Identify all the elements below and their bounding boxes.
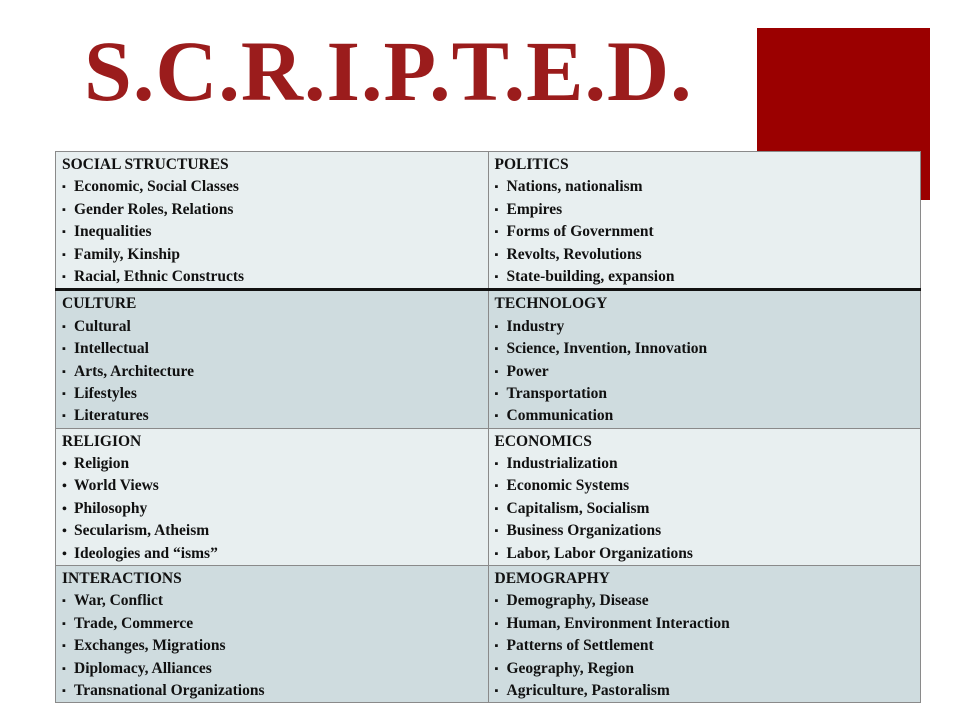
list-item: • World Views: [62, 475, 482, 497]
square-bullet-icon: ▪: [494, 270, 499, 283]
square-bullet-icon: ▪: [62, 365, 66, 378]
cell-heading: SOCIAL STRUCTURES: [62, 156, 229, 173]
cell-list: [495, 590, 915, 702]
cell-list: [495, 316, 915, 428]
square-bullet-icon: ▪: [62, 617, 66, 630]
scripted-table: [55, 151, 921, 703]
square-bullet-icon: ▪: [494, 320, 499, 333]
cell-heading: ECONOMICS: [494, 432, 592, 450]
list-item: ▪ Empires: [495, 199, 915, 221]
cell-list: [62, 590, 482, 702]
square-bullet-icon: ▪: [494, 525, 499, 538]
list-item: ▪ Arts, Architecture: [62, 361, 482, 383]
square-bullet-icon: ▪: [494, 595, 499, 608]
list-item: • Philosophy: [62, 498, 482, 520]
square-bullet-icon: ▪: [494, 181, 499, 194]
list-item: ▪ Industry: [495, 316, 915, 338]
square-bullet-icon: ▪: [494, 203, 499, 216]
square-bullet-icon: ▪: [62, 595, 66, 608]
square-bullet-icon: ▪: [62, 684, 66, 697]
list-item: ▪ Demography, Disease: [495, 590, 915, 612]
list-item: ▪ Science, Invention, Innovation: [495, 338, 915, 360]
list-item: • Secularism, Atheism: [62, 520, 482, 542]
round-bullet-icon: •: [62, 546, 67, 562]
square-bullet-icon: ▪: [62, 320, 66, 333]
square-bullet-icon: ▪: [62, 248, 66, 261]
list-item: ▪ Patterns of Settlement: [495, 635, 915, 657]
square-bullet-icon: ▪: [494, 458, 499, 471]
square-bullet-icon: ▪: [494, 410, 499, 423]
cell-heading: RELIGION: [62, 432, 142, 450]
table-row-social-politics: [56, 152, 921, 290]
cell-list: [495, 453, 915, 565]
list-item: ▪ Economic Systems: [495, 475, 915, 497]
table-row-interactions-demography: [56, 566, 921, 703]
list-item: ▪ Geography, Region: [495, 658, 915, 680]
cell-economics: [488, 428, 921, 565]
square-bullet-icon: ▪: [62, 640, 66, 653]
list-item: ▪ Trade, Commerce: [62, 613, 482, 635]
square-bullet-icon: ▪: [494, 502, 499, 515]
round-bullet-icon: •: [62, 479, 67, 495]
list-item: ▪ War, Conflict: [62, 590, 482, 612]
list-item: ▪ State-building, expansion: [495, 266, 915, 288]
round-bullet-icon: •: [62, 457, 67, 473]
slide-title: S.C.R.I.P.T.E.D.: [84, 23, 693, 119]
square-bullet-icon: ▪: [494, 248, 499, 261]
round-bullet-icon: •: [62, 501, 67, 517]
table-row-culture-technology: [56, 290, 921, 428]
cell-heading: CULTURE: [62, 295, 137, 313]
square-bullet-icon: ▪: [62, 270, 66, 283]
square-bullet-icon: ▪: [494, 343, 499, 356]
square-bullet-icon: ▪: [62, 203, 66, 216]
square-bullet-icon: ▪: [494, 226, 499, 239]
list-item: ▪ Inequalities: [62, 221, 482, 243]
list-item: ▪ Intellectual: [62, 338, 482, 360]
list-item: ▪ Literatures: [62, 405, 482, 427]
list-item: ▪ Power: [495, 361, 915, 383]
cell-list: [62, 176, 482, 288]
list-item: ▪ Economic, Social Classes: [62, 176, 482, 198]
list-item: ▪ Exchanges, Migrations: [62, 635, 482, 657]
list-item: ▪ Forms of Government: [495, 221, 915, 243]
square-bullet-icon: ▪: [62, 410, 66, 423]
list-item: ▪ Capitalism, Socialism: [495, 498, 915, 520]
square-bullet-icon: ▪: [62, 387, 66, 400]
square-bullet-icon: ▪: [494, 387, 499, 400]
list-item: ▪ Transnational Organizations: [62, 680, 482, 702]
square-bullet-icon: ▪: [494, 365, 499, 378]
list-item: • Religion: [62, 453, 482, 475]
list-item: ▪ Gender Roles, Relations: [62, 199, 482, 221]
list-item: ▪ Nations, nationalism: [495, 176, 915, 198]
square-bullet-icon: ▪: [494, 640, 499, 653]
list-item: ▪ Revolts, Revolutions: [495, 244, 915, 266]
list-item: ▪ Human, Environment Interaction: [495, 613, 915, 635]
cell-demography: [488, 566, 921, 703]
cell-list: [495, 176, 915, 288]
cell-religion: [56, 428, 489, 565]
list-item: ▪ Family, Kinship: [62, 244, 482, 266]
list-item: ▪ Diplomacy, Alliances: [62, 658, 482, 680]
list-item: ▪ Racial, Ethnic Constructs: [62, 266, 482, 288]
cell-heading: DEMOGRAPHY: [494, 570, 610, 588]
cell-interactions: [56, 566, 489, 703]
cell-heading: POLITICS: [494, 156, 569, 173]
list-item: ▪ Agriculture, Pastoralism: [495, 680, 915, 702]
list-item: ▪ Lifestyles: [62, 383, 482, 405]
cell-politics: [488, 152, 921, 290]
list-item: ▪ Labor, Labor Organizations: [495, 543, 915, 565]
cell-social-structures: [56, 152, 489, 290]
list-item: ▪ Transportation: [495, 383, 915, 405]
square-bullet-icon: ▪: [62, 181, 66, 194]
square-bullet-icon: ▪: [494, 662, 499, 675]
cell-heading: INTERACTIONS: [62, 570, 182, 588]
cell-technology: [488, 290, 921, 428]
cell-list: [62, 453, 482, 565]
cell-heading: TECHNOLOGY: [494, 295, 608, 313]
square-bullet-icon: ▪: [62, 662, 66, 675]
table-row-religion-economics: [56, 428, 921, 565]
list-item: ▪ Communication: [495, 405, 915, 427]
list-item: ▪ Cultural: [62, 316, 482, 338]
list-item: • Ideologies and “isms”: [62, 543, 482, 565]
square-bullet-icon: ▪: [62, 343, 66, 356]
cell-list: [62, 316, 482, 428]
cell-culture: [56, 290, 489, 428]
square-bullet-icon: ▪: [494, 684, 499, 697]
list-item: ▪ Industrialization: [495, 453, 915, 475]
list-item: ▪ Business Organizations: [495, 520, 915, 542]
round-bullet-icon: •: [62, 524, 67, 540]
square-bullet-icon: ▪: [494, 547, 499, 560]
square-bullet-icon: ▪: [62, 226, 66, 239]
square-bullet-icon: ▪: [494, 480, 499, 493]
square-bullet-icon: ▪: [494, 617, 499, 630]
